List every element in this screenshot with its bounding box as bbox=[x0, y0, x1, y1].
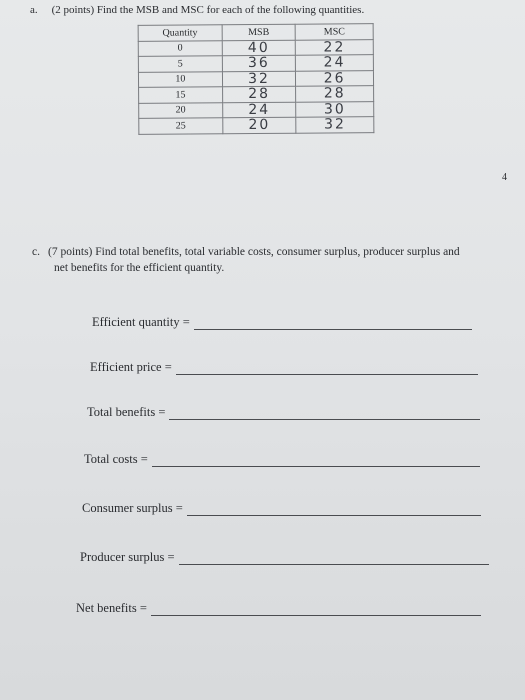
question-c-line1: (7 points) Find total benefits, total variable costs, consumer surplus, producer surplus and bbox=[47, 246, 460, 258]
producer-surplus-blank[interactable] bbox=[179, 552, 489, 565]
efficient-quantity-blank[interactable] bbox=[194, 317, 472, 330]
quantity-cell: 10 bbox=[138, 71, 222, 87]
total-benefits-field bbox=[87, 405, 480, 420]
msc-cell: 24 bbox=[296, 55, 374, 71]
header-quantity: Quantity bbox=[138, 25, 222, 41]
quantity-cell: 0 bbox=[138, 40, 222, 56]
msb-cell: 32 bbox=[222, 71, 296, 87]
question-a-text: (2 points) Find the MSB and MSC for each of the following quantities. bbox=[51, 4, 365, 16]
efficient-price-field bbox=[90, 360, 478, 375]
quantity-cell: 15 bbox=[139, 87, 223, 103]
net-benefits-label: Net benefits = bbox=[76, 601, 147, 615]
quantity-cell: 20 bbox=[139, 102, 223, 118]
producer-surplus-field bbox=[80, 550, 489, 565]
msc-cell: 32 bbox=[296, 117, 374, 133]
msb-cell: 20 bbox=[222, 117, 296, 133]
total-costs-field bbox=[84, 452, 480, 467]
msc-cell: 28 bbox=[296, 86, 374, 102]
table-row bbox=[139, 117, 374, 134]
msb-cell: 28 bbox=[222, 86, 296, 102]
header-msb: MSB bbox=[222, 24, 296, 40]
total-costs-blank[interactable] bbox=[152, 454, 480, 467]
consumer-surplus-blank[interactable] bbox=[187, 503, 481, 516]
msc-cell: 30 bbox=[296, 101, 374, 117]
quantity-cell: 25 bbox=[139, 118, 223, 134]
page-number: 4 bbox=[502, 172, 507, 183]
msb-msc-table bbox=[138, 23, 375, 134]
efficient-quantity-field bbox=[92, 315, 472, 330]
consumer-surplus-field bbox=[82, 501, 481, 516]
msc-cell: 22 bbox=[296, 39, 374, 55]
efficient-price-label: Efficient price = bbox=[90, 360, 172, 374]
table-row bbox=[139, 86, 374, 103]
total-benefits-blank[interactable] bbox=[169, 407, 480, 420]
total-benefits-label: Total benefits = bbox=[87, 405, 166, 419]
msb-cell: 24 bbox=[222, 102, 296, 118]
total-costs-label: Total costs = bbox=[84, 452, 148, 466]
net-benefits-blank[interactable] bbox=[151, 603, 481, 616]
producer-surplus-label: Producer surplus = bbox=[80, 550, 175, 564]
question-a bbox=[30, 4, 364, 16]
question-c-marker: c. bbox=[32, 246, 40, 258]
question-c-line2: net benefits for the efficient quantity. bbox=[54, 262, 225, 274]
efficient-quantity-label: Efficient quantity = bbox=[92, 315, 190, 329]
question-a-marker: a. bbox=[30, 4, 38, 16]
table-header-row bbox=[138, 24, 373, 41]
header-msc: MSC bbox=[295, 24, 373, 40]
efficient-price-blank[interactable] bbox=[176, 362, 478, 375]
msc-cell: 26 bbox=[296, 70, 374, 86]
question-c bbox=[32, 244, 522, 276]
net-benefits-field bbox=[76, 601, 481, 616]
table-row bbox=[138, 55, 373, 72]
msb-cell: 40 bbox=[222, 40, 296, 56]
consumer-surplus-label: Consumer surplus = bbox=[82, 501, 183, 515]
msb-cell: 36 bbox=[222, 55, 296, 71]
quantity-cell: 5 bbox=[138, 56, 222, 72]
